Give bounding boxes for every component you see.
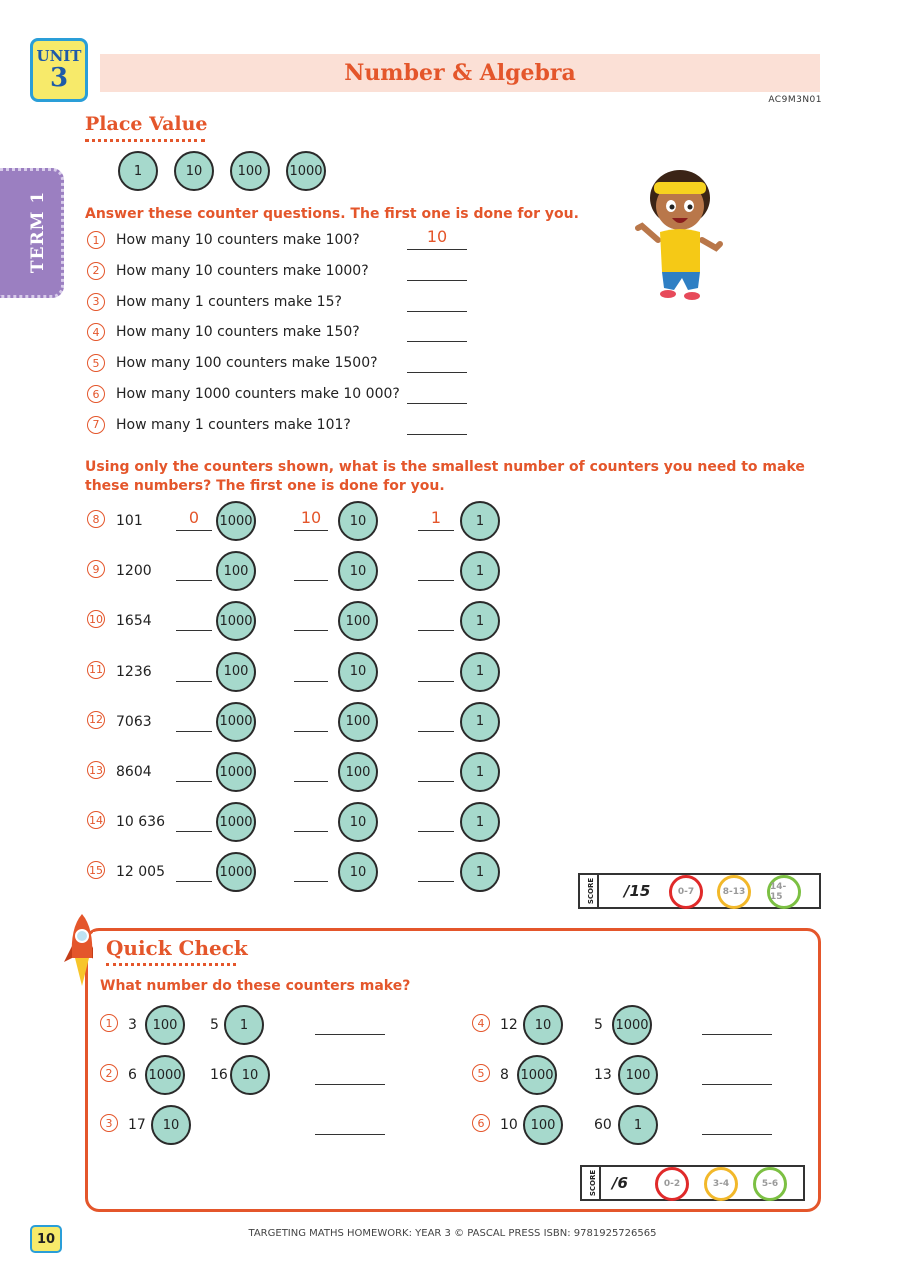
target-number: 8604: [116, 764, 152, 780]
qc-item-number: 4: [472, 1014, 490, 1032]
target-number: 10 636: [116, 814, 165, 831]
answer-line: [294, 781, 328, 782]
counter: 100: [338, 702, 378, 742]
question-text: How many 1 counters make 101?: [116, 416, 351, 433]
footer-text: TARGETING MATHS HOMEWORK: YEAR 3 © PASCAL PRESS ISBN: 9781925726565: [248, 1228, 657, 1239]
target-number: 1236: [116, 663, 152, 680]
score-band-low: 0-7: [669, 875, 703, 909]
row-number: 8: [87, 510, 105, 528]
counter: 10: [338, 802, 378, 842]
answer-line: [315, 1084, 385, 1085]
row-number: 12: [87, 711, 105, 729]
answer-line: [294, 630, 328, 631]
counter: 1: [224, 1005, 264, 1045]
answer-line: [702, 1084, 772, 1085]
score-band-high: 14-15: [767, 875, 801, 909]
answer-line: [176, 681, 212, 682]
qc-item-number: 3: [100, 1114, 118, 1132]
score-box: [578, 873, 821, 909]
counter-count: 10: [500, 1117, 518, 1133]
counter-legend-item: 100: [230, 151, 270, 191]
target-number: 1200: [116, 563, 152, 580]
answer-line: [407, 372, 467, 373]
page-title: Number & Algebra: [344, 60, 576, 86]
question-text: How many 100 counters make 1500?: [116, 355, 378, 372]
counter: 10: [523, 1005, 563, 1045]
score-value: /15: [624, 882, 651, 900]
question-text: How many 10 counters make 1000?: [116, 262, 369, 279]
answer-line: [315, 1034, 385, 1035]
counter: 1000: [517, 1055, 557, 1095]
counter: 1000: [612, 1005, 652, 1045]
title-underline: [85, 139, 205, 142]
counter-count: 5: [210, 1017, 219, 1033]
row-number: 11: [87, 661, 105, 679]
answer-line: [418, 731, 454, 732]
quick-check-underline: [106, 963, 236, 966]
quick-check-instruction: What number do these counters make?: [100, 978, 411, 994]
row-number: 9: [87, 560, 105, 578]
answer-line: [176, 580, 212, 581]
counter-count: 13: [594, 1067, 612, 1083]
counter: 1000: [216, 852, 256, 892]
unit-label: UNIT: [36, 47, 82, 65]
counter: 100: [618, 1055, 658, 1095]
answer-line: [702, 1134, 772, 1135]
counter: 1: [460, 702, 500, 742]
counter: 1000: [145, 1055, 185, 1095]
boy-illustration-icon: [634, 160, 724, 310]
answer-line: [294, 881, 328, 882]
counter: 100: [216, 652, 256, 692]
answer-line: [418, 831, 454, 832]
question-number: 6: [87, 385, 105, 403]
counter: 100: [338, 601, 378, 641]
counter: 10: [338, 652, 378, 692]
qc-score-band-mid: 3-4: [704, 1167, 738, 1201]
answer-line: [418, 881, 454, 882]
counter: 100: [216, 551, 256, 591]
answer-line: [294, 530, 328, 531]
counter: 10: [338, 852, 378, 892]
score-band-mid: 8-13: [717, 875, 751, 909]
qc-score-band-low: 0-2: [655, 1167, 689, 1201]
counter: 1: [460, 501, 500, 541]
answer-line: [294, 831, 328, 832]
question-text: How many 1 counters make 15?: [116, 293, 342, 310]
unit-badge: [30, 38, 88, 102]
counter-legend-item: 1: [118, 151, 158, 191]
answer-line: [176, 831, 212, 832]
curriculum-code: AC9M3N01: [768, 95, 822, 105]
counter: 1: [460, 802, 500, 842]
title-band: [100, 54, 820, 92]
counter: 100: [145, 1005, 185, 1045]
qc-score-value: /6: [612, 1174, 628, 1192]
question-text: How many 10 counters make 150?: [116, 324, 360, 341]
answer-value: 1: [430, 508, 442, 527]
answer-line: [294, 681, 328, 682]
counter-legend-item: 10: [174, 151, 214, 191]
answer-line: [176, 630, 212, 631]
counter-count: 12: [500, 1017, 518, 1033]
qc-item-number: 6: [472, 1114, 490, 1132]
counter: 10: [151, 1105, 191, 1145]
counter-count: 5: [594, 1017, 603, 1033]
answer-line: [294, 731, 328, 732]
answer-line: [176, 530, 212, 531]
row-number: 13: [87, 761, 105, 779]
answer-line: [315, 1134, 385, 1135]
answer-line: [418, 530, 454, 531]
question-number: 4: [87, 323, 105, 341]
quick-check-score-box: [580, 1165, 805, 1201]
answer-line: [407, 434, 467, 435]
instruction-2-line-2: these numbers? The first one is done for you.: [85, 478, 445, 494]
counter-count: 60: [594, 1117, 612, 1133]
counter: 10: [338, 501, 378, 541]
qc-item-number: 5: [472, 1064, 490, 1082]
row-number: 14: [87, 811, 105, 829]
counter-count: 6: [128, 1067, 137, 1083]
counter: 1: [618, 1105, 658, 1145]
answer-line: [702, 1034, 772, 1035]
counter: 10: [230, 1055, 270, 1095]
answer-line: [407, 341, 467, 342]
qc-score-label: SCORE: [589, 1169, 598, 1197]
instruction-2-line-1: Using only the counters shown, what is the smallest number of counters you need to make: [85, 459, 805, 475]
counter: 1: [460, 551, 500, 591]
counter: 1: [460, 652, 500, 692]
answer-value: 10: [426, 227, 448, 246]
counter: 100: [338, 752, 378, 792]
target-number: 1654: [116, 613, 152, 630]
answer-value: 10: [300, 508, 322, 527]
counter: 1000: [216, 752, 256, 792]
target-number: 101: [116, 513, 143, 529]
answer-line: [176, 781, 212, 782]
answer-line: [176, 731, 212, 732]
score-divider: [597, 875, 599, 907]
answer-line: [176, 881, 212, 882]
qc-item-number: 1: [100, 1014, 118, 1032]
answer-line: [407, 280, 467, 281]
counter-count: 17: [128, 1117, 146, 1133]
question-text: How many 1000 counters make 10 000?: [116, 386, 400, 402]
counter: 1000: [216, 601, 256, 641]
qc-item-number: 2: [100, 1064, 118, 1082]
row-number: 15: [87, 861, 105, 879]
answer-line: [418, 681, 454, 682]
section-title: Place Value: [85, 113, 208, 135]
answer-line: [407, 311, 467, 312]
term-label: TERM 1: [28, 190, 48, 274]
counter: 1000: [216, 501, 256, 541]
target-number: 12 005: [116, 864, 165, 881]
page-number: 10: [30, 1225, 62, 1253]
counter: 1: [460, 601, 500, 641]
instruction-1: Answer these counter questions. The first one is done for you.: [85, 206, 579, 222]
counter: 100: [523, 1105, 563, 1145]
answer-line: [418, 580, 454, 581]
question-number: 2: [87, 262, 105, 280]
counter: 1000: [216, 702, 256, 742]
unit-number: 3: [49, 63, 69, 93]
counter-legend-item: 1000: [286, 151, 326, 191]
counter: 1: [460, 852, 500, 892]
answer-line: [294, 580, 328, 581]
answer-line: [418, 630, 454, 631]
qc-score-band-high: 5-6: [753, 1167, 787, 1201]
qc-score-divider: [599, 1167, 601, 1199]
counter: 1: [460, 752, 500, 792]
question-text: How many 10 counters make 100?: [116, 232, 360, 248]
counter: 1000: [216, 802, 256, 842]
answer-line: [407, 249, 467, 250]
counter-count: 3: [128, 1017, 137, 1033]
quick-check-title: Quick Check: [106, 936, 248, 960]
score-label: SCORE: [587, 877, 596, 905]
question-number: 7: [87, 416, 105, 434]
row-number: 10: [87, 610, 105, 628]
counter: 10: [338, 551, 378, 591]
counter-count: 16: [210, 1067, 228, 1083]
answer-line: [418, 781, 454, 782]
question-number: 5: [87, 354, 105, 372]
answer-line: [407, 403, 467, 404]
question-number: 1: [87, 231, 105, 249]
target-number: 7063: [116, 713, 152, 730]
question-number: 3: [87, 293, 105, 311]
answer-value: 0: [188, 508, 200, 527]
counter-count: 8: [500, 1067, 509, 1083]
